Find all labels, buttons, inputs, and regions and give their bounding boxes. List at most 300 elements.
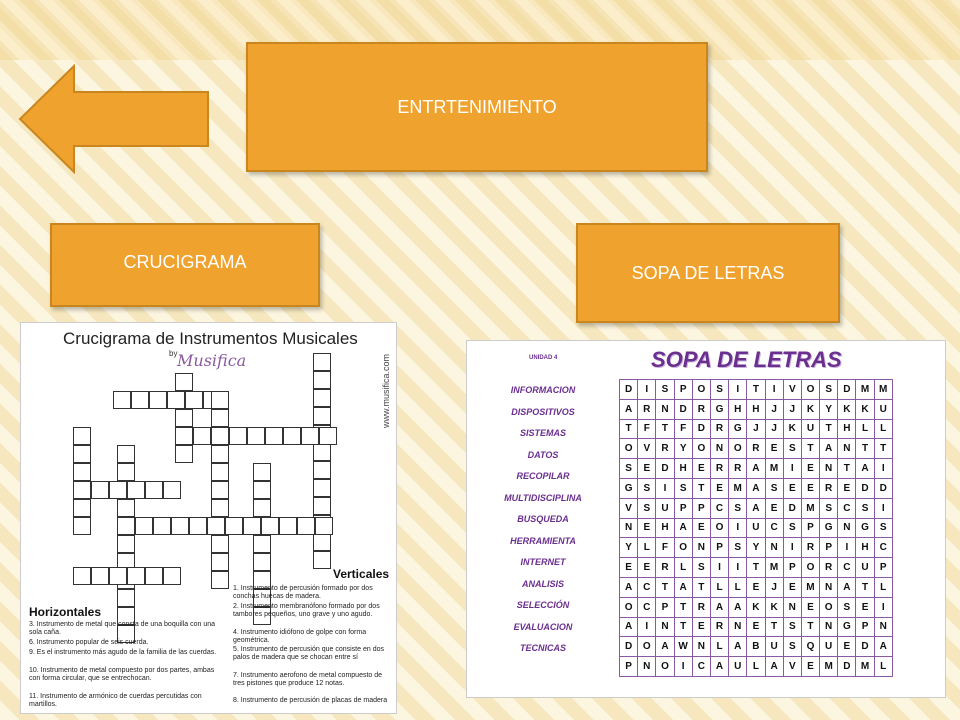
wordsearch-letter: R [710,617,728,637]
wordsearch-letter: R [692,597,710,617]
wordsearch-letter: E [747,577,765,597]
horizontal-clue: 9. Es el instrumento más agudo de la familia de las cuerdas. [29,649,217,656]
wordsearch-letter: C [765,518,783,538]
wordsearch-letter: T [838,459,856,479]
wordsearch-letter: L [638,538,656,558]
wordsearch-letter: E [747,617,765,637]
wordsearch-letter: J [765,577,783,597]
wordsearch-letter: H [856,538,874,558]
crossword-cell [253,463,271,481]
wordsearch-letter: C [838,498,856,518]
wordsearch-letter: A [765,657,783,677]
wordsearch-letter: A [747,478,765,498]
crossword-cell [117,535,135,553]
wordsearch-letter: E [783,478,801,498]
wordsearch-letter: N [710,439,728,459]
wordsearch-letter: C [692,657,710,677]
crossword-cell [163,481,181,499]
wordsearch-letter: K [783,419,801,439]
wordsearch-row [620,657,893,677]
wordsearch-letter: D [783,498,801,518]
wordsearch-letter: S [820,498,838,518]
wordsearch-row [620,459,893,479]
wordsearch-letter: M [874,380,892,400]
wordsearch-letter: G [710,399,728,419]
wordsearch-letter: V [620,498,638,518]
crossword-cell [211,409,229,427]
wordsearch-letter: P [820,538,838,558]
wordsearch-letter: I [638,380,656,400]
back-arrow-icon[interactable] [18,64,212,174]
crossword-cell [193,427,211,445]
wordsearch-letter: E [801,459,819,479]
wordsearch-letter: I [783,538,801,558]
crossword-cell [261,517,279,535]
wordsearch-letter: N [656,399,674,419]
wordsearch-letter: E [620,558,638,578]
wordsearch-letter: S [820,380,838,400]
wordsearch-letter: E [783,577,801,597]
crossword-cell [313,443,331,461]
wordsearch-row [620,439,893,459]
wordsearch-letter: T [747,380,765,400]
crossword-cell [247,427,265,445]
wordsearch-letter: H [656,518,674,538]
crossword-cell [113,391,131,409]
wordsearch-letter: E [856,597,874,617]
wordsearch-letter: I [638,617,656,637]
wordsearch-letter: I [874,498,892,518]
wordsearch-letter: L [710,637,728,657]
wordsearch-letter: Y [820,399,838,419]
wordsearch-letter: S [783,637,801,657]
crossword-cell [175,445,193,463]
wordsearch-letter: S [638,498,656,518]
crossword-cell [167,391,185,409]
wordsearch-letter: D [692,419,710,439]
wordsearch-letter: R [820,558,838,578]
wordsearch-letter: M [856,380,874,400]
wordsearch-letter: N [874,617,892,637]
wordsearch-letter: E [801,657,819,677]
wordsearch-letter: Y [620,538,638,558]
wordsearch-letter: O [692,439,710,459]
wordsearch-letter: S [638,478,656,498]
wordsearch-letter: V [783,380,801,400]
wordsearch-letter: M [765,459,783,479]
wordsearch-unit: UNIDAD 4 [529,355,558,361]
wordsearch-grid [619,379,893,677]
crossword-cell [313,479,331,497]
horizontals-heading: Horizontales [29,605,102,619]
wordsearch-letter: A [856,459,874,479]
wordsearch-letter: S [692,558,710,578]
crossword-cell [211,445,229,463]
wordsearch-letter: D [838,380,856,400]
wordsearch-word: BUSQUEDA [517,514,569,524]
wordsearch-letter: I [838,538,856,558]
wordsearch-letter: I [874,459,892,479]
wordsearch-letter: E [638,558,656,578]
wordsearch-row [620,597,893,617]
wordsearch-letter: N [765,538,783,558]
wordsearch-letter: H [674,459,692,479]
wordsearch-letter: L [674,558,692,578]
wordsearch-word: RECOPILAR [516,471,570,481]
crossword-cell [73,567,91,585]
wordsearch-letter: O [656,657,674,677]
wordsearch-letter: U [729,657,747,677]
horizontal-clue: 3. Instrumento de metal que consta de una boquilla con una sola caña. [29,621,216,636]
wordsearch-letter: P [620,657,638,677]
wordsearch-letter: N [620,518,638,538]
wordsearch-letter: T [674,617,692,637]
wordsearch-letter: O [692,380,710,400]
wordsearch-letter: T [765,617,783,637]
wordsearch-letter: I [783,459,801,479]
wordsearch-letter: G [838,617,856,637]
wordsearch-letter: F [656,538,674,558]
wordsearch-letter: I [729,558,747,578]
wordsearch-letter: J [783,399,801,419]
wordsearch-letter: E [765,439,783,459]
wordsearch-letter: T [656,577,674,597]
crossword-cell [211,571,229,589]
wordsearch-letter: D [620,637,638,657]
crossword-cell [301,427,319,445]
wordsearch-letter: E [692,459,710,479]
wordsearch-letter: C [638,577,656,597]
wordsearch-letter: N [820,617,838,637]
wordsearch-letter: T [874,439,892,459]
crossword-cell [145,567,163,585]
wordsearch-letter: W [674,637,692,657]
wordsearch-letter: O [801,380,819,400]
crossword-cell [279,517,297,535]
wordsearch-title: SOPA DE LETRAS [651,347,842,372]
wordsearch-letter: D [856,637,874,657]
wordsearch-letter: N [820,577,838,597]
wordsearch-word: TECNICAS [519,643,566,653]
wordsearch-letter: R [638,399,656,419]
crossword-cell [117,589,135,607]
wordsearch-letter: U [747,518,765,538]
wordsearch-letter: S [783,439,801,459]
wordsearch-letter: A [729,597,747,617]
wordsearch-letter: M [801,498,819,518]
crossword-cell [127,567,145,585]
crossword-cell [149,391,167,409]
crossword-cell [163,567,181,585]
crossword-cell [211,463,229,481]
wordsearch-letter: K [747,597,765,617]
wordsearch-letter: Y [747,538,765,558]
wordsearch-letter: C [638,597,656,617]
wordsearch-letter: M [856,657,874,677]
wordsearch-letter: K [801,399,819,419]
crossword-cell [73,517,91,535]
wordsearch-letter: E [638,518,656,538]
wordsearch-letter: Q [801,637,819,657]
wordsearch-letter: R [710,419,728,439]
wordsearch-letter: P [874,558,892,578]
wordsearch-letter: S [620,459,638,479]
wordsearch-letter: E [765,498,783,518]
wordsearch-letter: V [783,657,801,677]
crossword-cell [313,551,331,569]
wordsearch-letter: D [620,380,638,400]
wordsearch-letter: R [656,439,674,459]
wordsearch-letter: S [874,518,892,538]
crossword-cell [175,373,193,391]
crossword-image[interactable] [20,322,397,714]
wordsearch-letter: O [801,558,819,578]
wordsearch-letter: T [820,419,838,439]
wordsearch-letter: R [656,558,674,578]
crossword-cell [243,517,261,535]
wordsearch-row [620,419,893,439]
crossword-cell [211,499,229,517]
wordsearch-letter: N [656,617,674,637]
wordsearch-letter: D [856,478,874,498]
verticals-heading: Verticales [333,567,390,581]
wordsearch-button-label: SOPA DE LETRAS [631,262,785,283]
wordsearch-letter: A [874,637,892,657]
wordsearch-word: MULTIDISCIPLINA [504,492,582,503]
horizontal-clue: 11. Instrumento de armónico de cuerdas percutidas con martillos. [29,693,202,708]
wordsearch-letter: H [838,419,856,439]
wordsearch-letter: R [729,459,747,479]
wordsearch-letter: A [620,399,638,419]
wordsearch-row [620,538,893,558]
crossword-cell [207,517,225,535]
wordsearch-word: INFORMACION [510,385,576,395]
wordsearch-letter: M [729,478,747,498]
wordsearch-letter: A [674,518,692,538]
wordsearch-row [620,399,893,419]
wordsearch-letter: J [765,399,783,419]
wordsearch-row [620,558,893,578]
crossword-cell [175,409,193,427]
wordsearch-word: HERRAMIENTA [510,535,576,546]
crossword-cell [253,535,271,553]
wordsearch-letter: E [638,459,656,479]
wordsearch-letter: O [638,637,656,657]
wordsearch-letter: R [820,478,838,498]
crossword-button-label: CRUCIGRAMA [123,251,247,272]
vertical-clue: 7. Instrumento aerofono de metal compuesto de tres pistones que produce 12 notas. [233,672,383,687]
wordsearch-letter: T [692,478,710,498]
crossword-cell [135,517,153,535]
vertical-clue: 8. Instrumento de percusión de placas de madera [233,697,388,704]
wordsearch-letter: T [692,577,710,597]
wordsearch-letter: F [638,419,656,439]
crossword-cell [117,445,135,463]
wordsearch-letter: H [747,399,765,419]
wordsearch-letter: M [820,657,838,677]
vertical-clue: 1. Instrumento de percusión formado por dos conchas huecas de madera. [233,585,373,600]
crossword-cell [211,535,229,553]
wordsearch-letter: J [765,419,783,439]
wordsearch-letter: N [692,538,710,558]
wordsearch-letter: T [856,577,874,597]
wordsearch-letter: K [856,399,874,419]
crossword-cell [265,427,283,445]
wordsearch-letter: K [838,399,856,419]
crossword-cell [73,499,91,517]
wordsearch-row [620,498,893,518]
crossword-cell [91,481,109,499]
wordsearch-letter: E [692,518,710,538]
wordsearch-letter: E [801,597,819,617]
crossword-cell [171,517,189,535]
crossword-cell [131,391,149,409]
wordsearch-row [620,518,893,538]
vertical-clue: 5. Instrumento de percusión que consiste en dos palos de madera que se chocan entre sí [233,646,384,661]
wordsearch-letter: A [820,439,838,459]
wordsearch-letter: L [874,419,892,439]
wordsearch-letter: U [874,399,892,419]
wordsearch-letter: D [874,478,892,498]
wordsearch-word: INTERNET [520,557,566,567]
wordsearch-letter: N [783,597,801,617]
crossword-cell [73,463,91,481]
crossword-cell [211,391,229,409]
wordsearch-letter: B [747,637,765,657]
wordsearch-letter: E [801,478,819,498]
crossword-cell [313,389,331,407]
wordsearch-letter: N [729,617,747,637]
wordsearch-letter: A [674,577,692,597]
wordsearch-letter: R [692,399,710,419]
wordsearch-letter: S [783,518,801,538]
crossword-by: by [169,349,178,358]
wordsearch-letter: N [838,439,856,459]
wordsearch-letter: O [820,597,838,617]
crossword-cell [211,553,229,571]
crossword-cell [73,445,91,463]
crossword-cell [117,517,135,535]
wordsearch-word: ANALISIS [521,578,564,589]
wordsearch-letter: P [801,518,819,538]
wordsearch-letter: G [820,518,838,538]
crossword-cell [313,407,331,425]
wordsearch-image[interactable] [466,340,946,698]
horizontal-clue: 6. Instrumento popular de seis cuerda. [29,639,149,646]
wordsearch-letter: G [729,419,747,439]
wordsearch-letter: P [692,498,710,518]
wordsearch-letter: S [729,538,747,558]
crossword-cell [315,517,333,535]
wordsearch-letter: E [692,617,710,637]
wordsearch-letter: T [801,617,819,637]
wordsearch-letter: P [856,617,874,637]
crossword-cell [127,481,145,499]
wordsearch-letter: U [801,419,819,439]
wordsearch-letter: A [620,617,638,637]
wordsearch-letter: I [874,597,892,617]
crossword-cell [109,567,127,585]
wordsearch-letter: E [710,478,728,498]
vertical-clue: 4. Instrumento idiófono de golpe con forma geométrica. [233,629,367,644]
wordsearch-letter: I [674,657,692,677]
wordsearch-letter: G [856,518,874,538]
crossword-cell [91,567,109,585]
crossword-cell [211,481,229,499]
crossword-button[interactable] [50,223,320,307]
crossword-title: Crucigrama de Instrumentos Musicales [63,329,358,348]
crossword-cell [185,391,203,409]
wordsearch-word: SELECCIÓN [516,600,570,610]
wordsearch-letter: I [656,478,674,498]
wordsearch-letter: A [710,597,728,617]
wordsearch-letter: C [710,498,728,518]
crossword-cell [117,463,135,481]
wordsearch-letter: G [620,478,638,498]
crossword-cell [175,427,193,445]
crossword-cell [253,553,271,571]
wordsearch-letter: A [620,577,638,597]
wordsearch-word: SISTEMAS [519,428,566,438]
wordsearch-button[interactable] [576,223,840,323]
wordsearch-letter: S [783,617,801,637]
wordsearch-letter: F [674,419,692,439]
wordsearch-letter: T [856,439,874,459]
wordsearch-letter: N [820,459,838,479]
wordsearch-row [620,577,893,597]
wordsearch-letter: E [838,637,856,657]
wordsearch-word: DATOS [527,449,559,460]
crossword-cell [253,481,271,499]
wordsearch-letter: A [838,577,856,597]
crossword-cell [313,497,331,515]
wordsearch-letter: L [874,577,892,597]
crossword-cell [225,517,243,535]
crossword-brand-logo: Musifica [177,351,247,370]
wordsearch-letter: K [765,597,783,617]
wordsearch-letter: S [856,498,874,518]
wordsearch-letter: S [710,380,728,400]
crossword-cell [117,499,135,517]
wordsearch-letter: R [801,538,819,558]
wordsearch-letter: D [838,657,856,677]
crossword-cell [297,517,315,535]
crossword-cell [109,481,127,499]
wordsearch-letter: Y [674,439,692,459]
wordsearch-letter: O [729,439,747,459]
crossword-cell [319,427,337,445]
wordsearch-letter: O [674,538,692,558]
wordsearch-letter: D [674,399,692,419]
wordsearch-letter: S [656,380,674,400]
wordsearch-row [620,617,893,637]
wordsearch-letter: M [765,558,783,578]
wordsearch-letter: T [801,439,819,459]
crossword-cell [313,371,331,389]
crossword-cell [211,427,229,445]
wordsearch-letter: S [729,498,747,518]
wordsearch-letter: H [729,399,747,419]
wordsearch-word: EVALUACION [513,621,573,632]
crossword-cell [145,481,163,499]
wordsearch-letter: L [856,419,874,439]
wordsearch-letter: T [674,597,692,617]
wordsearch-letter: O [710,518,728,538]
wordsearch-letter: M [801,577,819,597]
crossword-cell [73,481,91,499]
crossword-cell [73,427,91,445]
wordsearch-row [620,637,893,657]
